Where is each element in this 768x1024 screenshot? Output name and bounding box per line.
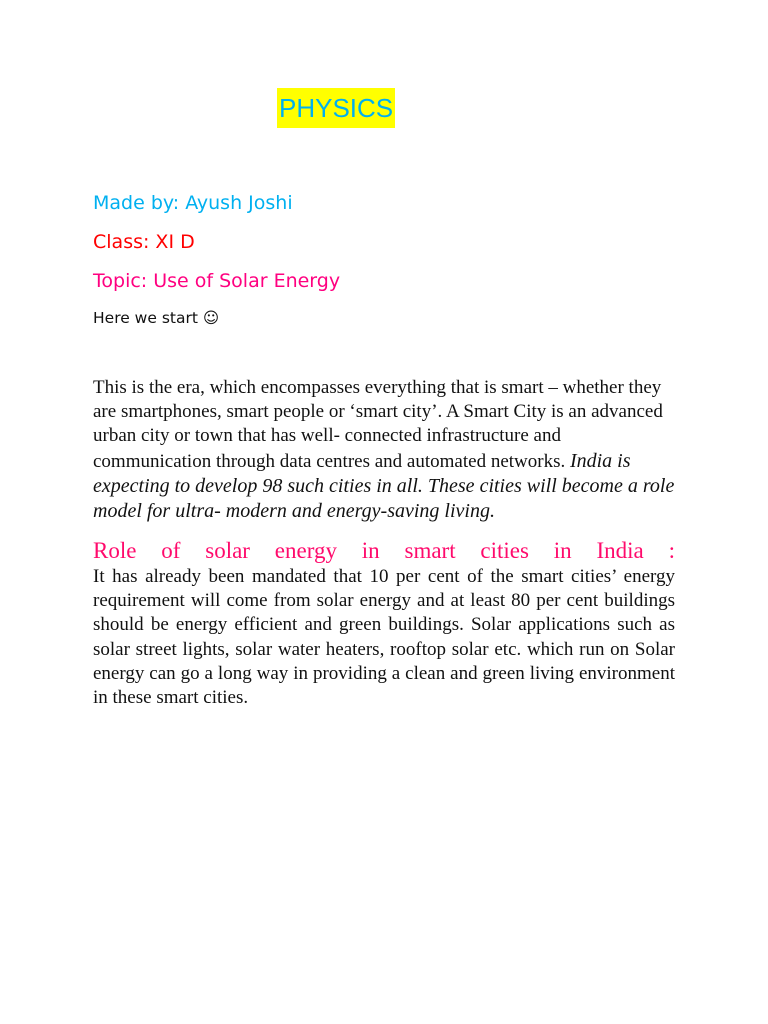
section-paragraph: It has already been mandated that 10 per cent of the smart cities’ energy requirement will come from solar energy and at least 80 per cent buildings should be energy efficient and green buildings. Solar applications such as solar street lights, solar water heaters, rooftop solar etc. which run on Solar energy can go a long way in providing a clean and green living environment in these smart cities. xyxy=(93,566,675,709)
page-title: PHYSICS xyxy=(277,88,395,128)
topic-line: Topic: Use of Solar Energy xyxy=(93,270,341,292)
section-heading: Role of solar energy in smart cities in India : xyxy=(93,538,675,563)
intro-regular-text: This is the era, which encompasses everything that is smart – whether they are smartphones, smart people or ‘smart city’. A Smart City is an advanced urban city or town that has well- connected infrastructure and communication through data centres and automated networks. xyxy=(93,377,663,472)
class-line: Class: XI D xyxy=(93,231,195,253)
intro-paragraph xyxy=(93,376,675,524)
intro-italic-text: India is expecting to develop 98 such cities in all. These cities will become a role model for ultra- modern and energy-saving living. xyxy=(93,449,675,523)
author-line: Made by: Ayush Joshi xyxy=(93,192,293,214)
start-line: Here we start ☺ xyxy=(93,309,220,327)
